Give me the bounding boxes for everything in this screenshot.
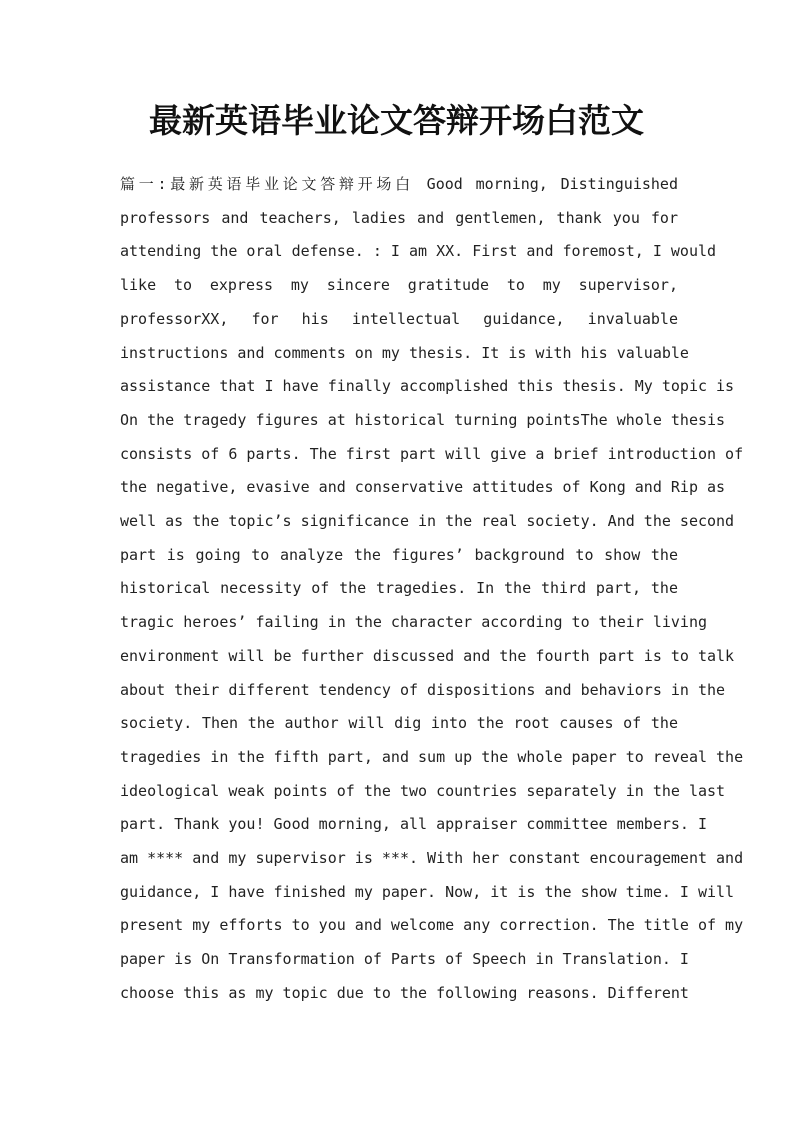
document-body	[120, 168, 744, 1011]
text-line: instructions and comments on my thesis. It is with his valuable	[120, 343, 689, 362]
text-line: On the tragedy figures at historical turning pointsThe whole thesis	[120, 410, 726, 429]
text-line: historical necessity of the tragedies. In the third part, the	[120, 579, 678, 598]
text-line: 篇一:最新英语毕业论文答辩开场白 Good morning, Distinguished	[120, 175, 678, 193]
text-line: well as the topic’s significance in the real society. And the second	[120, 512, 735, 531]
text-line: the negative, evasive and conservative attitudes of Kong and Rip as	[120, 478, 726, 497]
text-line: present my efforts to you and welcome any correction. The title of my	[120, 916, 744, 935]
text-line: attending the oral defense. : I am XX. First and foremost, I would	[120, 242, 717, 261]
text-line: society. Then the author will dig into the root causes of the	[120, 714, 678, 733]
text-line: ideological weak points of the two countries separately in the last	[120, 781, 726, 800]
text-line: guidance, I have finished my paper. Now, it is the show time. I will	[120, 882, 735, 901]
document-title: 最新英语毕业论文答辩开场白范文	[149, 101, 644, 140]
text-line: paper is On Transformation of Parts of Speech in Translation. I	[120, 950, 689, 969]
text-line: assistance that I have finally accomplished this thesis. My topic is	[120, 377, 735, 396]
text-line: about their different tendency of dispositions and behaviors in the	[120, 680, 726, 699]
text-line: part is going to analyze the figures’ background to show the	[120, 545, 678, 564]
text-line: part. Thank you! Good morning, all appraiser committee members. I	[120, 815, 707, 834]
text-line: like to express my sincere gratitude to my supervisor,	[120, 276, 678, 295]
text-line: professorXX, for his intellectual guidance, invaluable	[120, 309, 678, 328]
text-line: tragedies in the fifth part, and sum up the whole paper to reveal the	[120, 747, 744, 766]
text-line: environment will be further discussed and the fourth part is to talk	[120, 646, 735, 665]
text-line: choose this as my topic due to the following reasons. Different	[120, 983, 689, 1002]
text-line: tragic heroes’ failing in the character according to their living	[120, 613, 707, 632]
text-line: am **** and my supervisor is ***. With her constant encouragement and	[120, 849, 744, 868]
text-line: consists of 6 parts. The first part will give a brief introduction of	[120, 444, 744, 463]
text-line: professors and teachers, ladies and gentlemen, thank you for	[120, 208, 678, 227]
